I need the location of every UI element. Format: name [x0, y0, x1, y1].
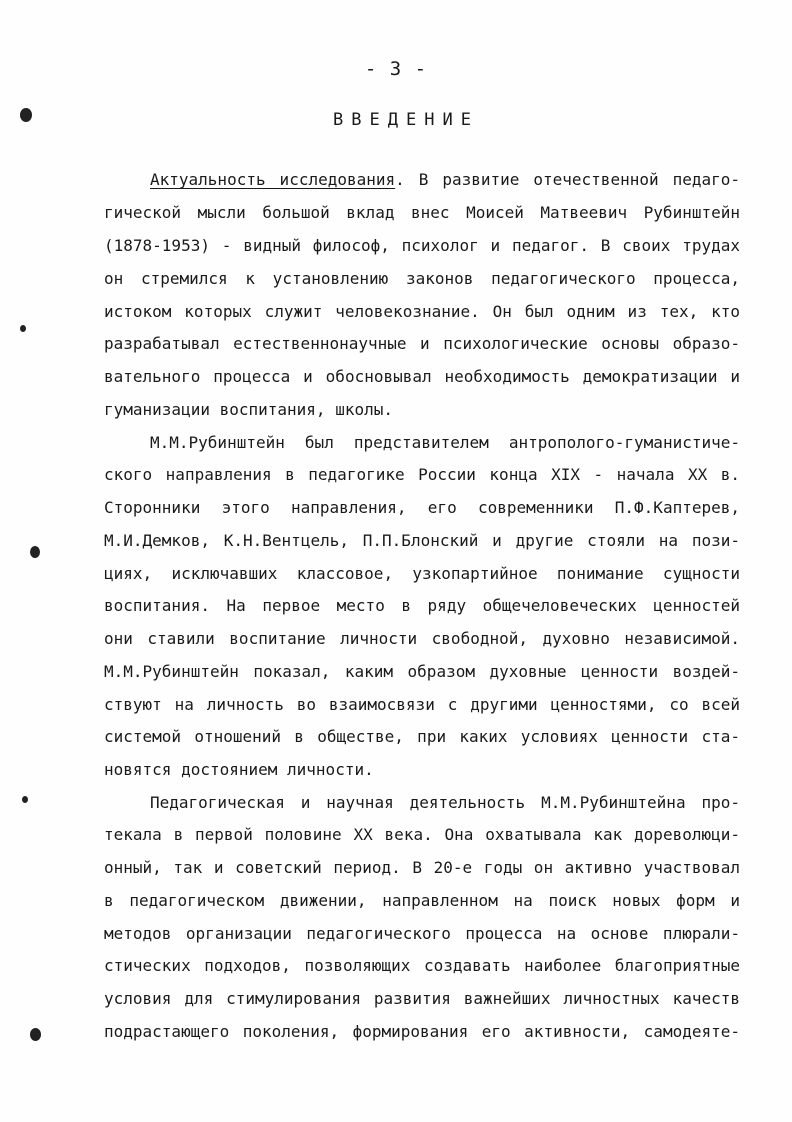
- scan-mark-4: [22, 796, 28, 803]
- text-line: вательного процесса и обосновывал необходимость демократизации и: [104, 367, 740, 386]
- section-lead: Актуальность исследования: [150, 170, 396, 189]
- text-line: М.И.Демков, К.Н.Вентцель, П.П.Блонский и другие стояли на пози-: [104, 531, 740, 550]
- text-line: разрабатывал естественнонаучные и психологические основы образо-: [104, 334, 740, 353]
- text-line: циях, исключавших классовое, узкопартийное понимание сущности: [104, 564, 740, 583]
- text-line: М.М.Рубинштейн был представителем антрополого-гуманистиче-: [150, 433, 740, 452]
- text-line: истоком которых служит человекознание. Он был одним из тех, кто: [104, 302, 740, 321]
- text-line: подрастающего поколения, формирования его активности, самодеяте-: [104, 1022, 740, 1041]
- text-line: ского направления в педагогике России конца XIX - начала XX в.: [104, 465, 740, 484]
- text-line: Сторонники этого направления, его современники П.Ф.Каптерев,: [104, 498, 740, 517]
- text-line: они ставили воспитание личности свободной, духовно независимой.: [104, 629, 740, 648]
- text-line: гической мысли большой вклад внес Моисей Матвеевич Рубинштейн: [104, 203, 740, 222]
- scan-mark-3: [30, 546, 40, 558]
- text-line: системой отношений в обществе, при каких условиях ценности ста-: [104, 727, 740, 746]
- text-line: М.М.Рубинштейн показал, каким образом духовные ценности воздей-: [104, 662, 740, 681]
- text-line: онный, так и советский период. В 20-е годы он активно участвовал: [104, 858, 740, 877]
- page-title: ВВЕДЕНИЕ: [333, 110, 479, 130]
- text-line: текала в первой половине XX века. Она охватывала как дореволюци-: [104, 825, 740, 844]
- scan-mark-5: [30, 1028, 41, 1041]
- text-line: гуманизации воспитания, школы.: [104, 400, 393, 419]
- text-line: Педагогическая и научная деятельность М.М.Рубинштейна про-: [150, 793, 740, 812]
- text-line: ствуют на личность во взаимосвязи с другими ценностями, со всей: [104, 695, 740, 714]
- text-line-content: . В развитие отечественной педаго-: [395, 170, 740, 189]
- scan-mark-2: [20, 325, 26, 332]
- text-line: условия для стимулирования развития важнейших личностных качеств: [104, 989, 740, 1008]
- text-line: (1878-1953) - видный философ, психолог и педагог. В своих трудах: [104, 236, 740, 255]
- text-line: стических подходов, позволяющих создавать наиболее благоприятные: [104, 956, 740, 975]
- text-line: [150, 164, 740, 196]
- text-line: он стремился к установлению законов педагогического процесса,: [104, 269, 740, 288]
- page-number: - 3 -: [364, 58, 428, 80]
- text-line: воспитания. На первое место в ряду общечеловеческих ценностей: [104, 596, 740, 615]
- text-line: методов организации педагогического процесса на основе плюрали-: [104, 924, 740, 943]
- text-line: в педагогическом движении, направленном на поиск новых форм и: [104, 891, 740, 910]
- text-line: новятся достоянием личности.: [104, 760, 374, 779]
